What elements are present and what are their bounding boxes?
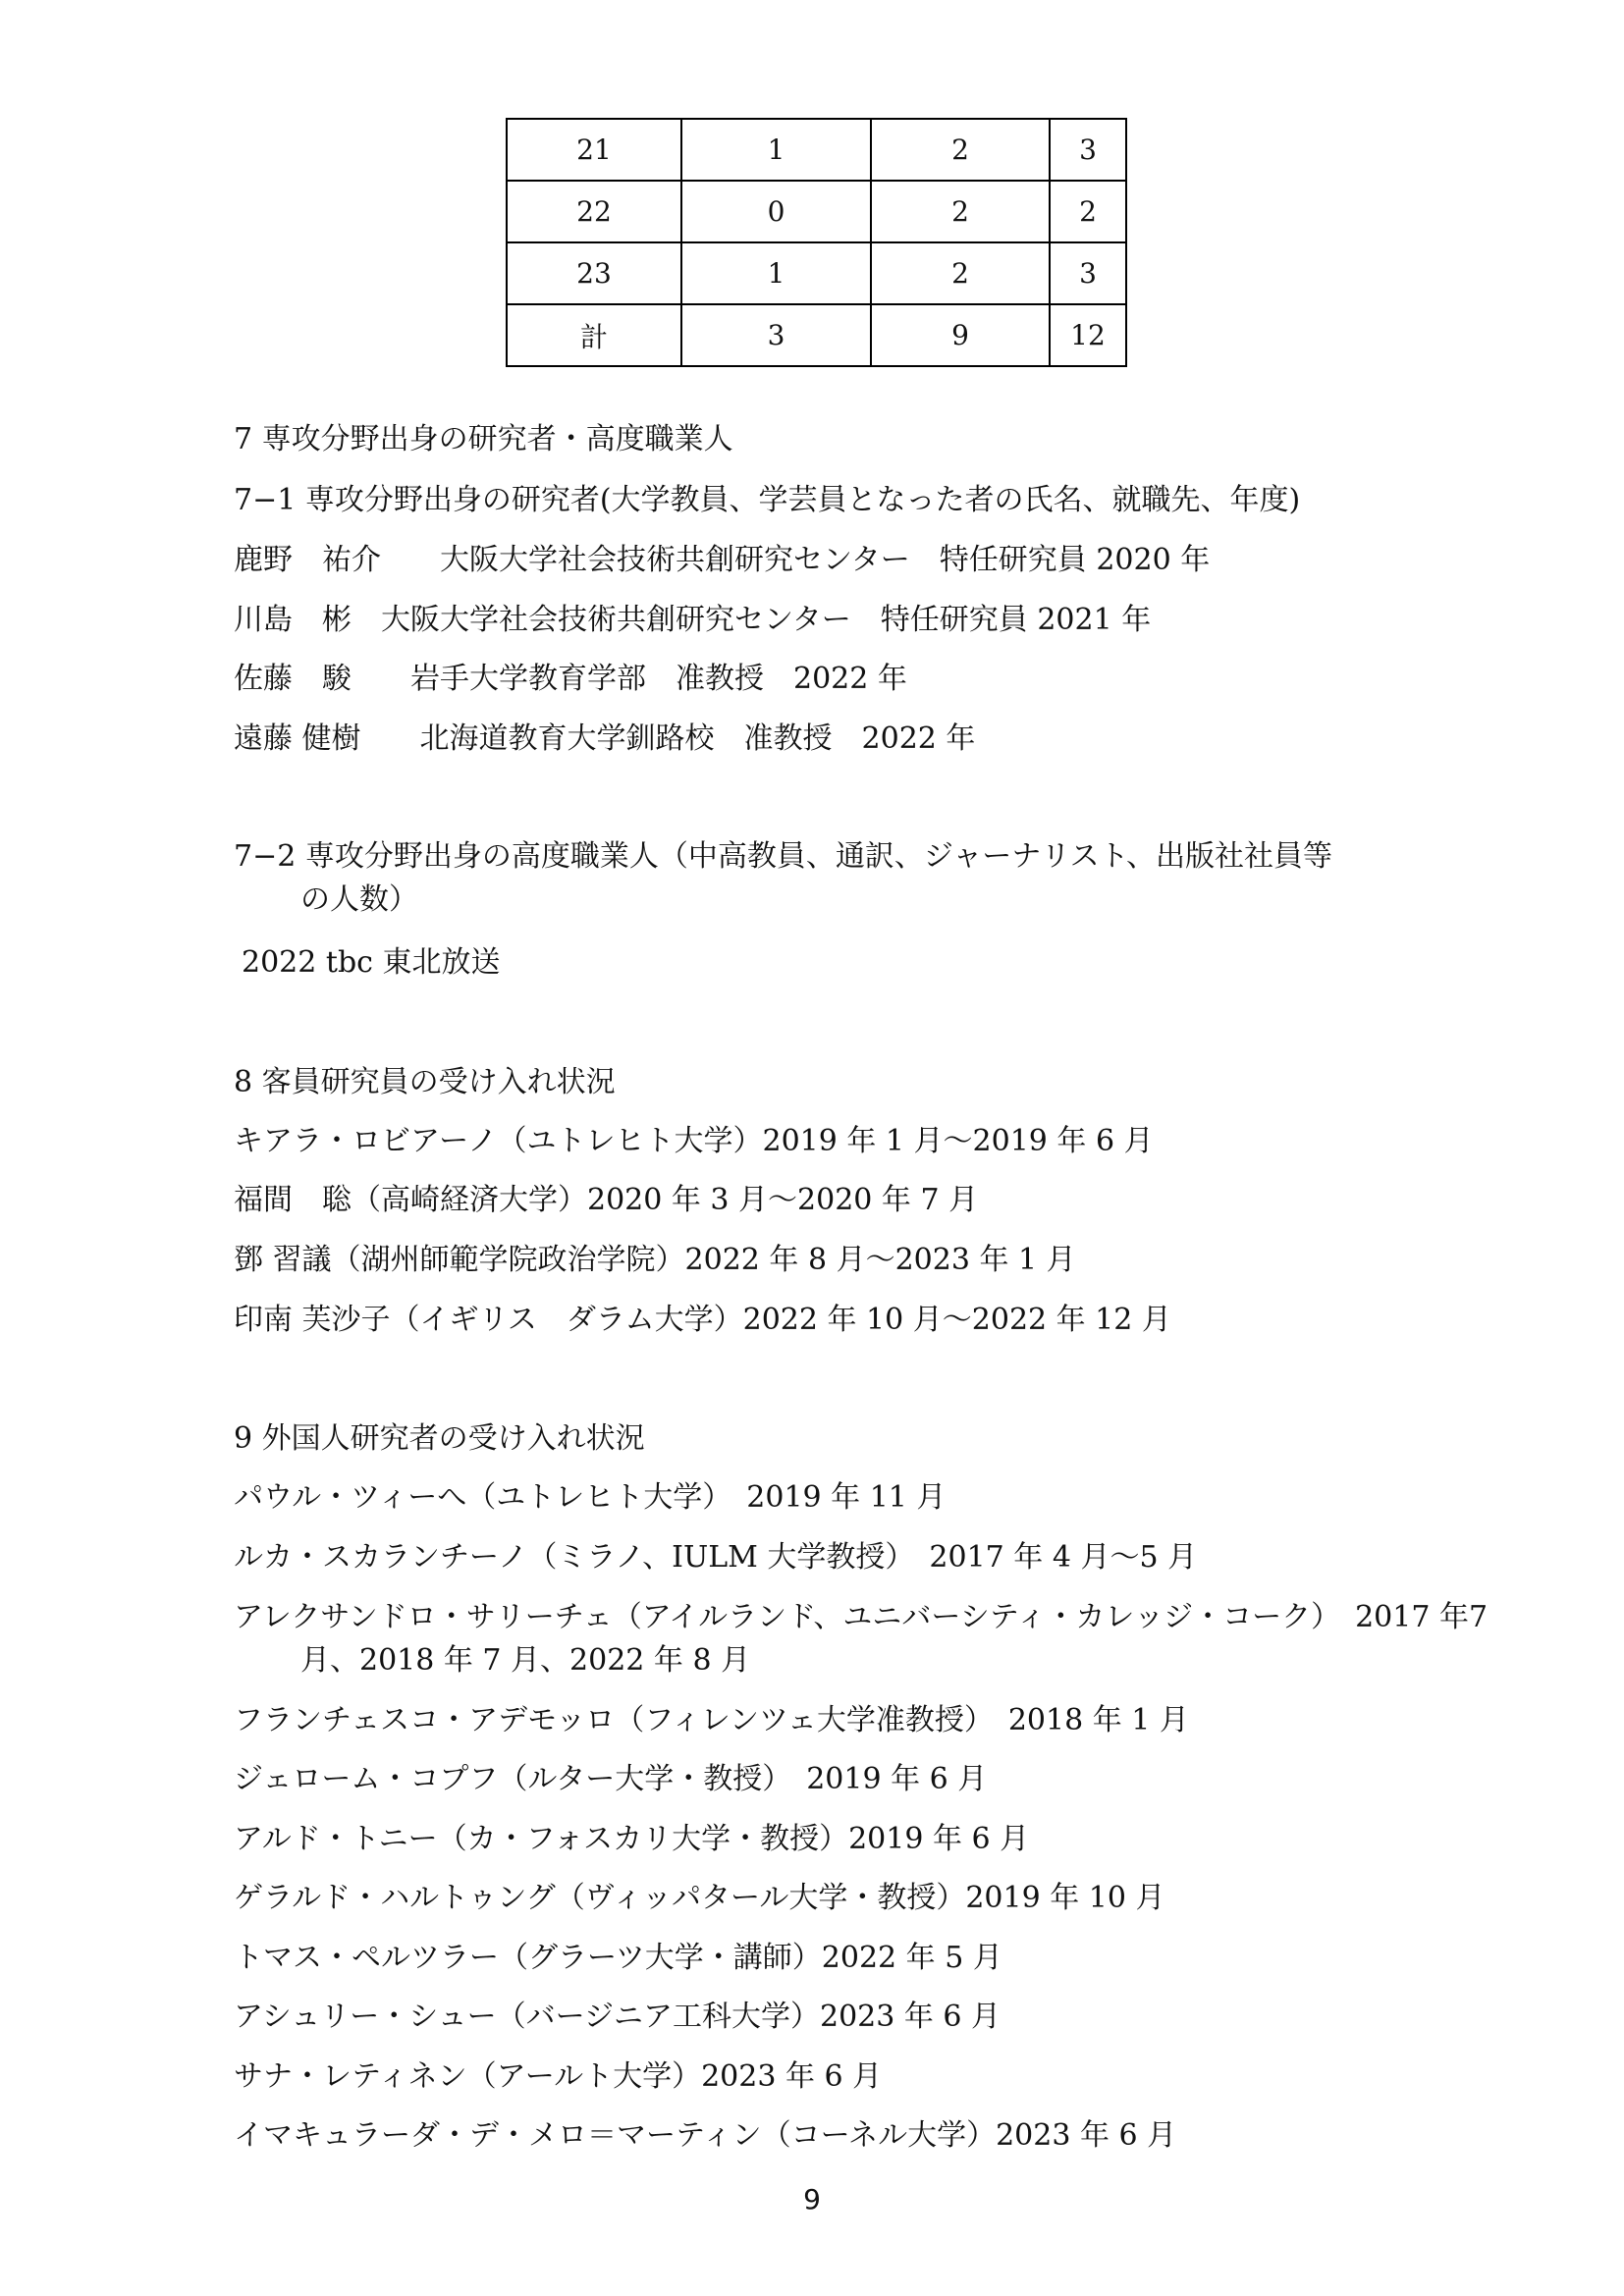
table-cell: 9 xyxy=(871,304,1050,366)
table-cell: 21 xyxy=(507,119,681,181)
visiting-researcher-entry: 福間 聡（高崎経済大学）2020 年 3 月～2020 年 7 月 xyxy=(234,1183,979,1217)
table-cell: 1 xyxy=(681,242,871,304)
professional-entry: 2022 tbc 東北放送 xyxy=(242,945,501,980)
table-row xyxy=(507,304,1126,366)
table-cell: 2 xyxy=(871,242,1050,304)
table-cell: 0 xyxy=(681,181,871,242)
page-number: 9 xyxy=(803,2183,821,2216)
table-cell: 1 xyxy=(681,119,871,181)
researcher-entry: 佐藤 駿 岩手大学教育学部 准教授 2022 年 xyxy=(234,662,907,696)
table-cell: 2 xyxy=(871,119,1050,181)
section-7-2-heading: 7−2 専攻分野出身の高度職業人（中高教員、通訳、ジャーナリスト、出版社社員等 xyxy=(234,839,1332,874)
foreign-researcher-entry: ジェローム・コプフ（ルター大学・教授） 2019 年 6 月 xyxy=(234,1762,988,1796)
researcher-entry: 川島 彬 大阪大学社会技術共創研究センター 特任研究員 2021 年 xyxy=(234,603,1152,637)
section-8-heading: 8 客員研究員の受け入れ状況 xyxy=(234,1065,616,1099)
section-7-2-heading-continued: の人数） xyxy=(300,882,418,917)
table-cell: 3 xyxy=(681,304,871,366)
visiting-researcher-entry: 鄧 習議（湖州師範学院政治学院）2022 年 8 月～2023 年 1 月 xyxy=(234,1243,1076,1277)
foreign-researcher-entry: イマキュラーダ・デ・メロ＝マーティン（コーネル大学）2023 年 6 月 xyxy=(234,2118,1177,2153)
table-row xyxy=(507,242,1126,304)
foreign-researcher-entry: パウル・ツィーへ（ユトレヒト大学） 2019 年 11 月 xyxy=(234,1480,947,1515)
table-row xyxy=(507,181,1126,242)
table-cell: 3 xyxy=(1050,119,1126,181)
section-7-heading: 7 専攻分野出身の研究者・高度職業人 xyxy=(234,422,733,456)
foreign-researcher-entry: フランチェスコ・アデモッロ（フィレンツェ大学准教授） 2018 年 1 月 xyxy=(234,1703,1189,1737)
table-cell: 3 xyxy=(1050,242,1126,304)
foreign-researcher-entry-continued: 月、2018 年 7 月、2022 年 8 月 xyxy=(300,1643,751,1678)
foreign-researcher-entry: アルド・トニー（カ・フォスカリ大学・教授）2019 年 6 月 xyxy=(234,1822,1030,1856)
researcher-entry: 鹿野 祐介 大阪大学社会技術共創研究センター 特任研究員 2020 年 xyxy=(234,543,1211,577)
foreign-researcher-entry: サナ・レティネン（アールト大学）2023 年 6 月 xyxy=(234,2059,883,2094)
table-cell: 22 xyxy=(507,181,681,242)
table-row xyxy=(507,119,1126,181)
foreign-researcher-entry: アレクサンドロ・サリーチェ（アイルランド、ユニバーシティ・カレッジ・コーク） 2017 年7 xyxy=(234,1600,1489,1634)
section-9-heading: 9 外国人研究者の受け入れ状況 xyxy=(234,1421,645,1456)
visiting-researcher-entry: 印南 芙沙子（イギリス ダラム大学）2022 年 10 月～2022 年 12 月 xyxy=(234,1303,1171,1337)
foreign-researcher-entry: ルカ・スカランチーノ（ミラノ、IULM 大学教授） 2017 年 4 月～5 月 xyxy=(234,1540,1198,1575)
researcher-entry: 遠藤 健樹 北海道教育大学釧路校 准教授 2022 年 xyxy=(234,721,976,756)
foreign-researcher-entry: トマス・ペルツラー（グラーツ大学・講師）2022 年 5 月 xyxy=(234,1941,1002,1975)
counts-table xyxy=(506,118,1127,367)
foreign-researcher-entry: ゲラルド・ハルトゥング（ヴィッパタール大学・教授）2019 年 10 月 xyxy=(234,1881,1165,1915)
table-cell: 23 xyxy=(507,242,681,304)
table-cell: 2 xyxy=(1050,181,1126,242)
section-7-1-heading: 7−1 専攻分野出身の研究者(大学教員、学芸員となった者の氏名、就職先、年度) xyxy=(234,483,1301,517)
table-cell: 12 xyxy=(1050,304,1126,366)
foreign-researcher-entry: アシュリー・シュー（バージニア工科大学）2023 年 6 月 xyxy=(234,2000,1001,2034)
table-cell: 2 xyxy=(871,181,1050,242)
visiting-researcher-entry: キアラ・ロビアーノ（ユトレヒト大学）2019 年 1 月～2019 年 6 月 xyxy=(234,1124,1154,1158)
table-cell: 計 xyxy=(507,304,681,366)
